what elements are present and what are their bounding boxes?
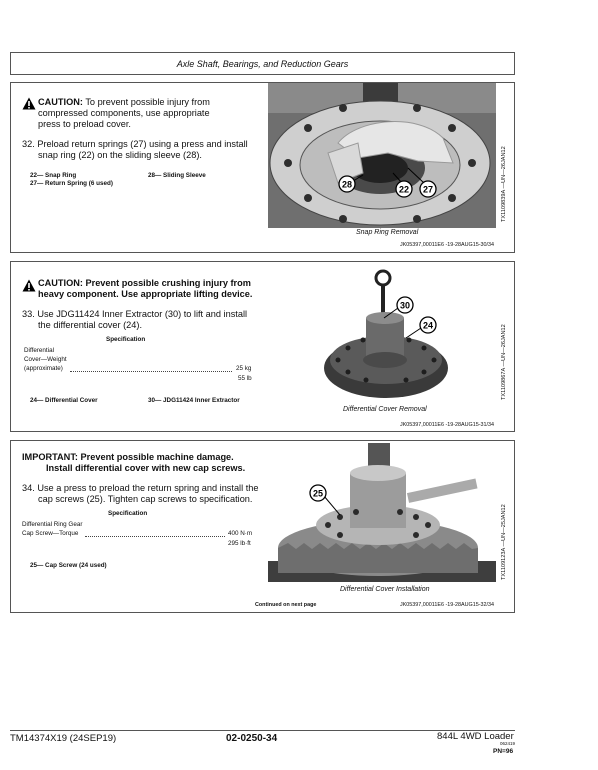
spec-value: 25 kg — [236, 365, 252, 372]
spec-value: 400 N·m — [228, 530, 253, 537]
caution-line: Prevent possible crushing injury from — [85, 278, 251, 288]
legend-item: 25— Cap Screw (24 used) — [30, 562, 107, 569]
footer-machine: 844L 4WD Loader — [437, 731, 514, 742]
instruction-line: 32. Preload return springs (27) using a press and install — [22, 139, 248, 149]
instruction-line: snap ring (22) on the sliding sleeve (28). — [38, 150, 202, 160]
figure-code: TX1109839A —UN—26JAN12 — [501, 146, 507, 222]
callout-22-label: 22 — [398, 184, 410, 195]
caution-line: press to preload cover. — [38, 119, 131, 129]
spec-item: Differential — [24, 347, 54, 354]
spec-heading: Specification — [106, 336, 146, 343]
footer-manual-id: TM14374X19 (24SEP19) — [10, 733, 117, 744]
instruction-line: the differential cover (24). — [38, 320, 143, 330]
caution-text-33 — [38, 278, 251, 289]
spec-heading: Specification — [108, 510, 148, 517]
section-title: Axle Shaft, Bearings, and Reduction Gears — [176, 59, 349, 69]
caution-label: CAUTION: — [38, 97, 83, 107]
callout-25-label: 25 — [312, 488, 324, 499]
spec-value: 295 lb·ft — [228, 540, 251, 547]
continued-note: Continued on next page — [255, 602, 317, 608]
callouts-33 — [318, 268, 478, 403]
footer-page-code: 02-0250-34 — [226, 733, 278, 744]
callouts-32 — [268, 83, 496, 228]
legend-item: 30— JDG11424 Inner Extractor — [148, 397, 240, 404]
figure-code: TX1109867A —UN—26JAN12 — [501, 324, 507, 400]
legend-item: 28— Sliding Sleeve — [148, 172, 206, 179]
callout-28-label: 28 — [341, 179, 353, 190]
spec-item: Differential Ring Gear — [22, 521, 83, 528]
reference-code: JK05397,00011E6 -19-28AUG15-32/34 — [400, 602, 495, 608]
spec-leader — [85, 536, 225, 537]
legend-item: 24— Differential Cover — [30, 397, 98, 404]
spec-value: 55 lb — [238, 375, 252, 382]
warning-icon — [22, 279, 36, 292]
callout-24-label: 24 — [422, 320, 434, 331]
caution-text-32 — [38, 97, 210, 108]
spec-item: Cap Screw—Torque — [22, 530, 79, 537]
reference-code: JK05397,00011E6 -19-28AUG15-30/34 — [400, 242, 495, 248]
legend-item: 27— Return Spring (6 used) — [30, 180, 113, 187]
important-line: Install differential cover with new cap screws. — [46, 463, 246, 473]
footer-page-number: PN=96 — [493, 748, 514, 755]
spec-item: Cover—Weight — [24, 356, 67, 363]
section-header — [10, 52, 515, 75]
important-label: IMPORTANT: — [22, 452, 78, 462]
figure-caption: Snap Ring Removal — [356, 229, 419, 236]
caution-line: To prevent possible injury from — [85, 97, 210, 107]
caution-line: heavy component. Use appropriate lifting device. — [38, 289, 253, 299]
caution-line: compressed components, use appropriate — [38, 108, 210, 118]
legend-item: 22— Snap Ring — [30, 172, 77, 179]
callout-27-label: 27 — [422, 184, 434, 195]
spec-leader — [70, 371, 232, 372]
callouts-34 — [268, 443, 496, 582]
important-text — [22, 452, 234, 463]
spec-item: (approximate) — [24, 365, 63, 372]
instruction-line: 33. Use JDG11424 Inner Extractor (30) to lift and install — [22, 309, 248, 319]
callout-30-label: 30 — [399, 300, 411, 311]
footer-date-code: 062419 — [500, 741, 516, 746]
caution-label: CAUTION: — [38, 278, 83, 288]
reference-code: JK05397,00011E6 -19-28AUG15-31/34 — [400, 422, 495, 428]
instruction-line: cap screws (25). Tighten cap screws to specification. — [38, 494, 253, 504]
important-line: Prevent possible machine damage. — [80, 452, 234, 462]
warning-icon — [22, 97, 36, 110]
figure-caption: Differential Cover Installation — [340, 586, 430, 593]
instruction-line: 34. Use a press to preload the return spring and install the — [22, 483, 259, 493]
figure-caption: Differential Cover Removal — [343, 406, 427, 413]
figure-code: TX1109123A —UN—25JAN12 — [501, 504, 507, 580]
